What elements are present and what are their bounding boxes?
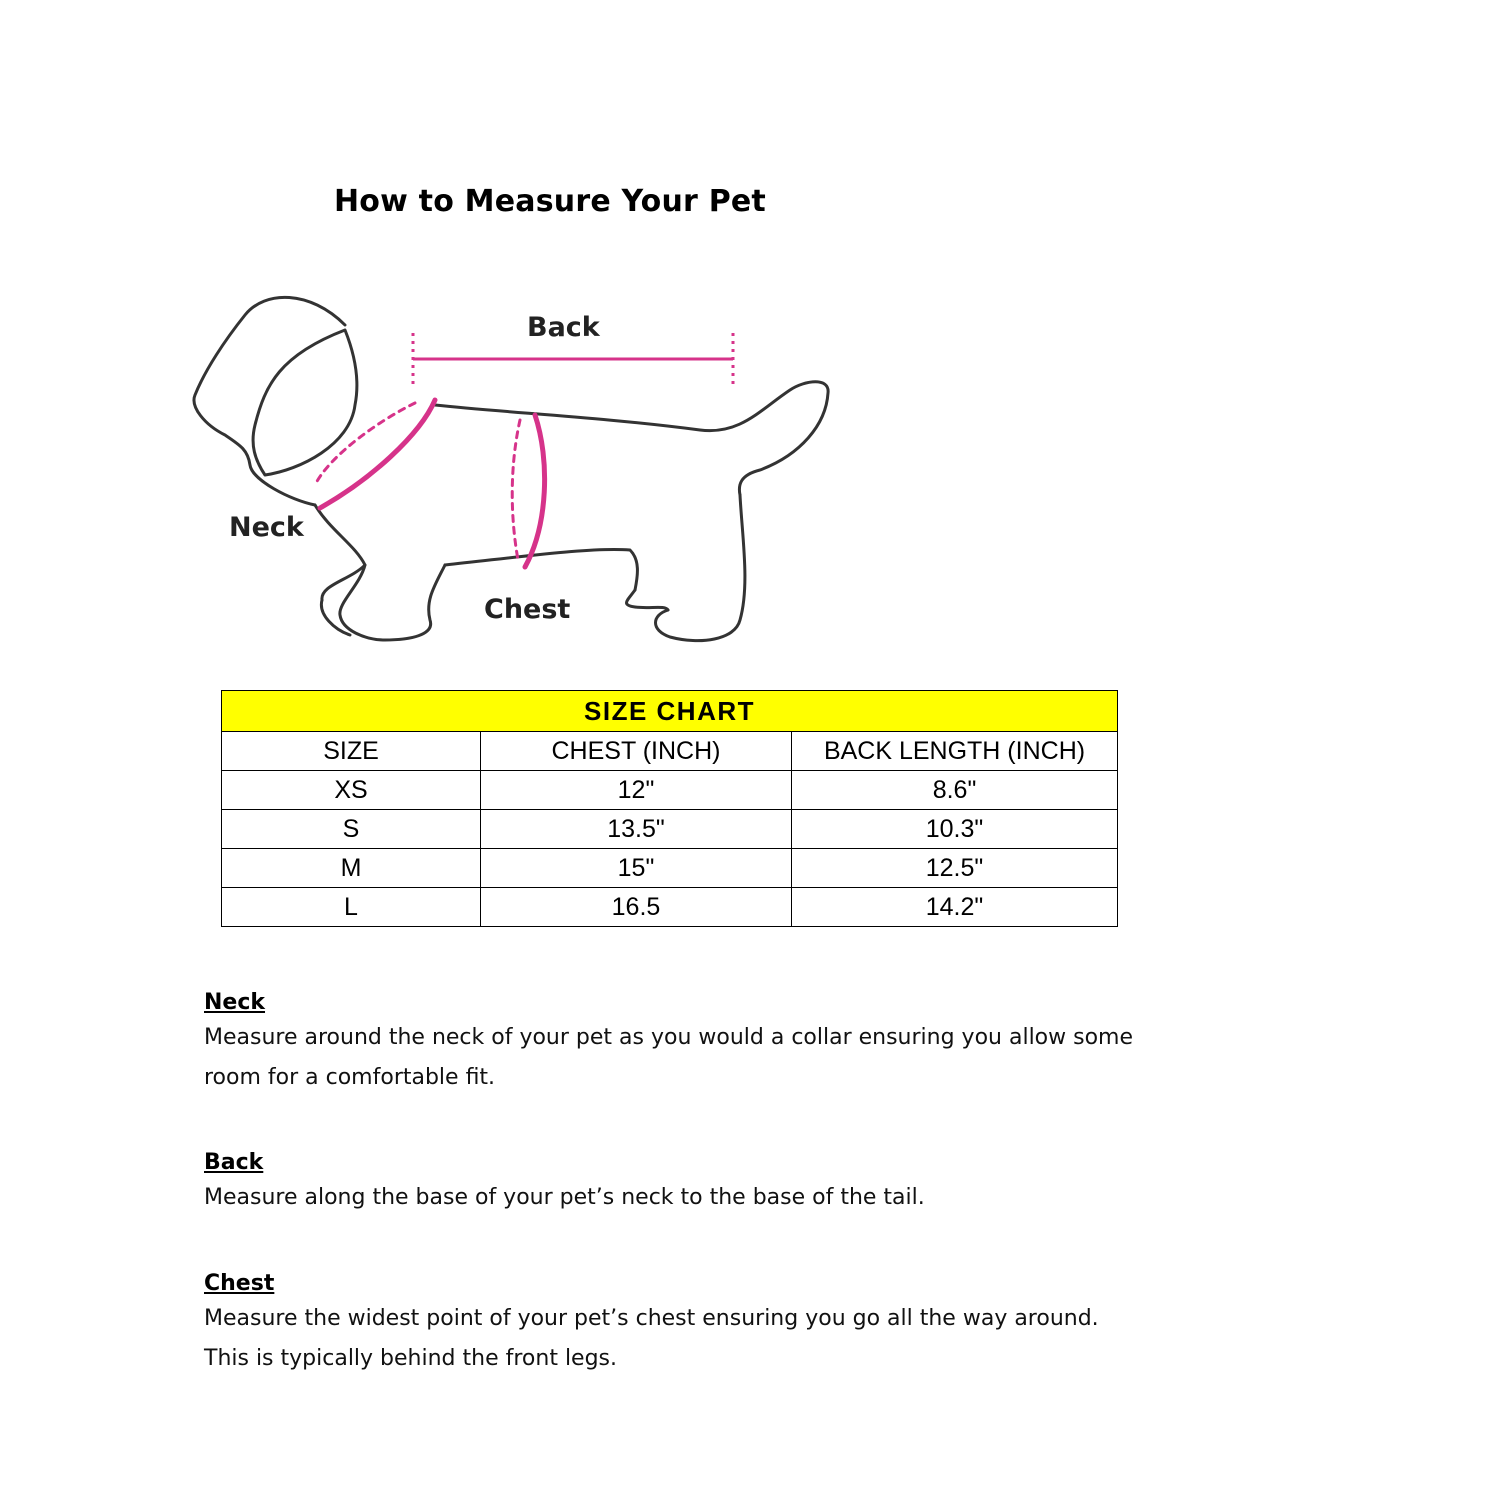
size-cell: L [222, 888, 481, 927]
neck-text-line-2: room for a comfortable fit. [204, 1065, 496, 1090]
chest-instructions [204, 1269, 1204, 1379]
dog-hind-paw-outline [626, 590, 668, 610]
size-chart-title: SIZE CHART [222, 691, 1118, 732]
table-row [222, 888, 1118, 927]
chest-label: Chest [484, 594, 571, 625]
column-header-size: SIZE [222, 732, 481, 771]
neck-instructions [204, 988, 1204, 1098]
chest-cell: 12" [481, 771, 792, 810]
chest-heading: Chest [204, 1271, 275, 1296]
dog-back-outline [435, 382, 828, 495]
dog-belly-outline [445, 549, 637, 590]
back-text-line-1: Measure along the base of your pet’s neck to the base of the tail. [204, 1185, 925, 1210]
back-length-cell: 12.5" [792, 849, 1118, 888]
chest-cell: 15" [481, 849, 792, 888]
size-chart-table [221, 690, 1118, 927]
dog-front-paw-outline [321, 600, 350, 635]
dog-front-leg-outline [340, 565, 445, 640]
neck-label: Neck [229, 512, 304, 543]
page-title: How to Measure Your Pet [334, 184, 766, 219]
dog-chest-outline [315, 505, 365, 600]
chest-measurement-loop [512, 415, 544, 567]
column-header-chest: CHEST (INCH) [481, 732, 792, 771]
chest-cell: 13.5" [481, 810, 792, 849]
neck-text-line-1: Measure around the neck of your pet as you would a collar ensuring you allow some [204, 1025, 1134, 1050]
back-label: Back [527, 312, 600, 343]
size-cell: XS [222, 771, 481, 810]
back-length-cell: 14.2" [792, 888, 1118, 927]
back-heading: Back [204, 1150, 264, 1175]
size-chart-header-row [222, 691, 1118, 732]
back-length-cell: 8.6" [792, 771, 1118, 810]
back-length-cell: 10.3" [792, 810, 1118, 849]
dog-hind-leg-outline [656, 495, 745, 641]
column-header-row [222, 732, 1118, 771]
table-row [222, 810, 1118, 849]
chest-text-line-1: Measure the widest point of your pet’s chest ensuring you go all the way around. [204, 1306, 1099, 1331]
column-header-back-length: BACK LENGTH (INCH) [792, 732, 1118, 771]
table-row [222, 771, 1118, 810]
chest-text-line-2: This is typically behind the front legs. [204, 1346, 618, 1371]
neck-measurement-loop [315, 400, 435, 508]
back-instructions [204, 1148, 1204, 1218]
size-cell: M [222, 849, 481, 888]
chest-cell: 16.5 [481, 888, 792, 927]
size-cell: S [222, 810, 481, 849]
table-row [222, 849, 1118, 888]
neck-heading: Neck [204, 990, 266, 1015]
